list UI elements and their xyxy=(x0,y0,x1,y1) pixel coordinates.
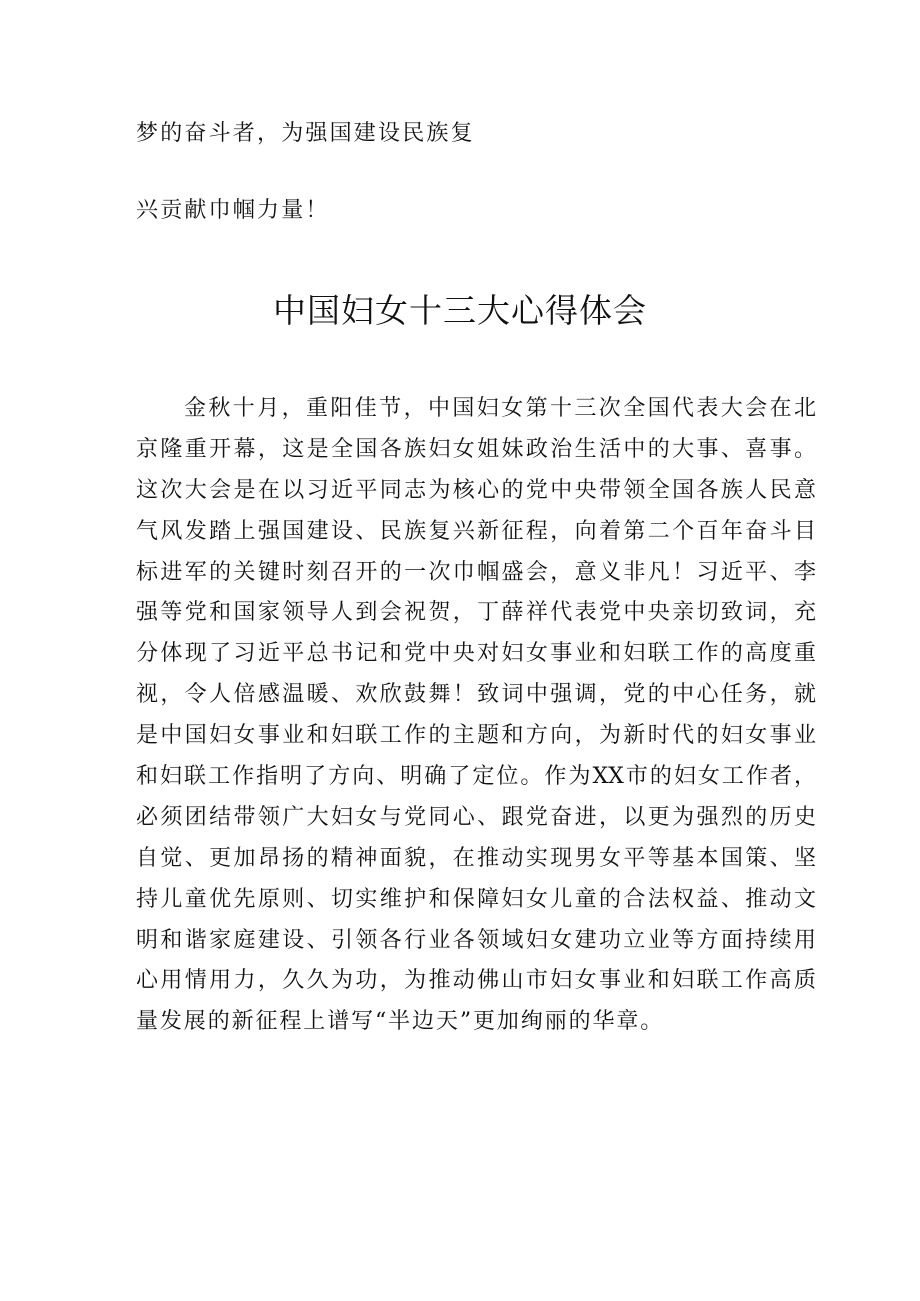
paragraph-line: 量发展的新征程上谱写“半边天”更加绚丽的华章。 xyxy=(136,1009,665,1035)
paragraph-line: 金秋十月，重阳佳节，中国妇女第十三次全国代表大会在北 xyxy=(184,396,816,421)
paragraph-line: 标进军的关键时刻召开的一次巾帼盛会，意义非凡！习近平、李 xyxy=(136,559,816,585)
article-title: 中国妇女十三大心得体会 xyxy=(273,291,647,330)
paragraph-line: 这次大会是在以习近平同志为核心的党中央带领全国各族人民意 xyxy=(136,477,816,503)
paragraph-line: 京隆重开幕，这是全国各族妇女姐妹政治生活中的大事、喜事。 xyxy=(136,436,816,462)
continued-text-line-2: 兴贡献巾帼力量！ xyxy=(136,198,330,223)
paragraph-line: 和妇联工作指明了方向、明确了定位。作为XX市的妇女工作者， xyxy=(136,764,816,790)
paragraph-line: 明和谐家庭建设、引领各行业各领域妇女建功立业等方面持续用 xyxy=(136,927,816,953)
paragraph-line: 视，令人倍感温暖、欢欣鼓舞！致词中强调，党的中心任务，就 xyxy=(136,682,816,708)
paragraph-line: 气风发踏上强国建设、民族复兴新征程，向着第二个百年奋斗目 xyxy=(136,518,816,544)
paragraph-line: 必须团结带领广大妇女与党同心、跟党奋进，以更为强烈的历史 xyxy=(136,804,816,830)
paragraph-line: 强等党和国家领导人到会祝贺，丁薛祥代表党中央亲切致词，充 xyxy=(136,600,816,626)
continued-text-line-1: 梦的奋斗者，为强国建设民族复 xyxy=(136,121,475,146)
paragraph-line: 自觉、更加昂扬的精神面貌，在推动实现男女平等基本国策、坚 xyxy=(136,845,816,871)
paragraph-line: 是中国妇女事业和妇联工作的主题和方向，为新时代的妇女事业 xyxy=(136,723,816,749)
paragraph-line: 分体现了习近平总书记和党中央对妇女事业和妇联工作的高度重 xyxy=(136,641,816,667)
article-paragraph xyxy=(136,389,816,1043)
paragraph-line: 持儿童优先原则、切实维护和保障妇女儿童的合法权益、推动文 xyxy=(136,886,816,912)
paragraph-line: 心用情用力，久久为功，为推动佛山市妇女事业和妇联工作高质 xyxy=(136,968,816,994)
